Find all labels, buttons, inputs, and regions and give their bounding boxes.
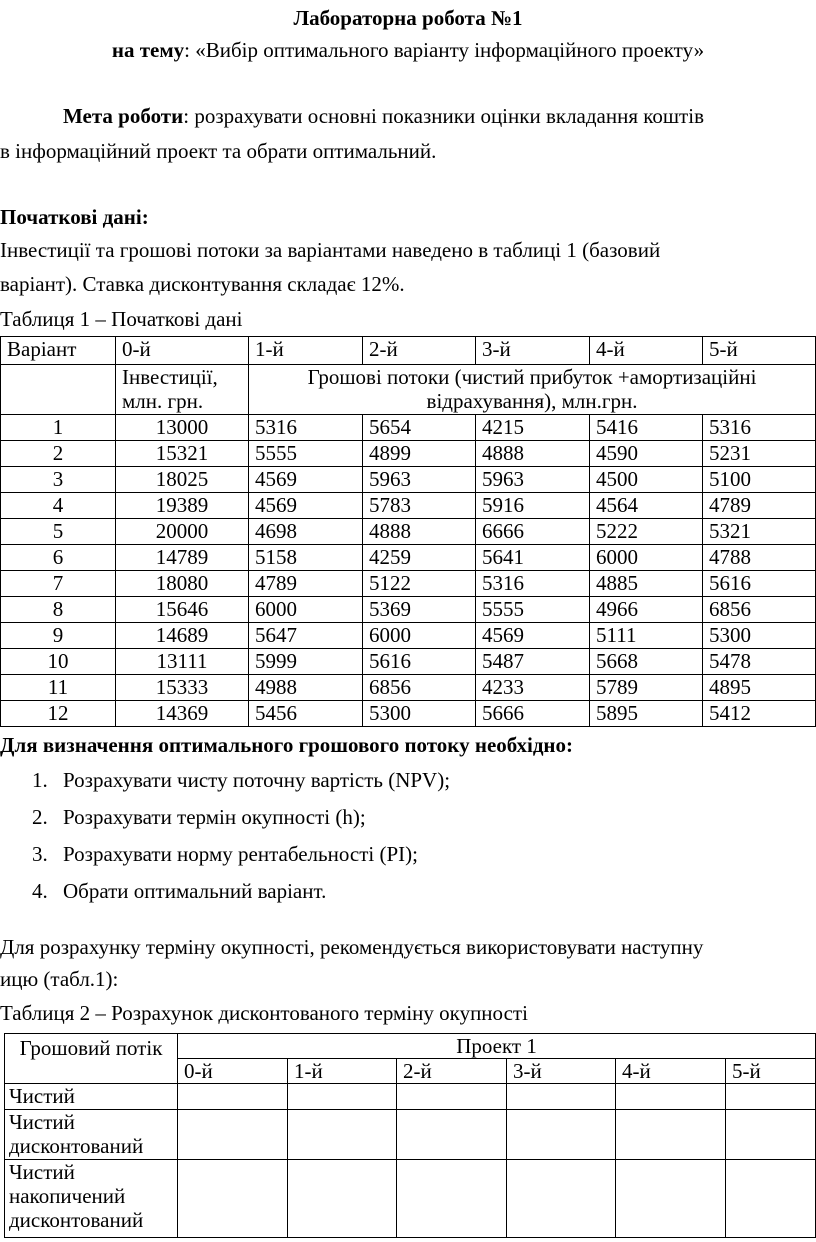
variant-cell: 3 [1, 467, 116, 493]
cash-flow-cell: 4888 [476, 441, 590, 467]
initial-data-line-1: Інвестиції та грошові потоки за варіантами наведено в таблиці 1 (базовий [0, 238, 661, 262]
table2-header-row [5, 1034, 816, 1059]
cash-flow-cell: 4569 [476, 623, 590, 649]
header-period-1: 1-й [249, 337, 363, 365]
table2-cell [178, 1160, 288, 1238]
cash-flow-cell: 5641 [476, 545, 590, 571]
variant-cell: 10 [1, 649, 116, 675]
table2-cell [616, 1084, 726, 1110]
cash-flow-cell: 5654 [363, 415, 476, 441]
goal-line-2: в інформаційний проект та обрати оптимальний. [0, 139, 437, 163]
t2-period-5: 5-й [726, 1059, 816, 1084]
investment-cell: 13000 [116, 415, 249, 441]
header-cash-flows: Грошові потоки (чистий прибуток +амортизаційні відрахування), млн.грн. [249, 365, 816, 415]
cash-flow-cell: 5316 [476, 571, 590, 597]
table2-cell [178, 1110, 288, 1160]
table2-row [5, 1084, 816, 1110]
header-cash-flow: Грошовий потік [5, 1034, 178, 1084]
header-period-4: 4-й [590, 337, 703, 365]
task-item [32, 836, 450, 873]
cash-flow-cell: 4988 [249, 675, 363, 701]
cash-flow-cell: 5487 [476, 649, 590, 675]
cash-flow-cell: 4564 [590, 493, 703, 519]
cash-flow-cell: 4500 [590, 467, 703, 493]
cash-flow-cell: 5647 [249, 623, 363, 649]
cash-flow-cell: 5999 [249, 649, 363, 675]
investment-cell: 15646 [116, 597, 249, 623]
goal-paragraph [63, 104, 704, 129]
task-number: 3. [32, 842, 48, 866]
cash-flow-cell: 6856 [363, 675, 476, 701]
table2-cell [616, 1160, 726, 1238]
table1-row [1, 649, 816, 675]
task-number: 1. [32, 768, 48, 792]
initial-data-line-2: варіант). Ставка дисконтування складає 12%. [0, 272, 405, 296]
investment-cell: 20000 [116, 519, 249, 545]
cash-flow-cell: 5895 [590, 701, 703, 727]
header-variant: Варіант [1, 337, 116, 365]
table1-row [1, 675, 816, 701]
cash-flow-cell: 6666 [476, 519, 590, 545]
t2-period-0: 0-й [178, 1059, 288, 1084]
table2-row [5, 1160, 816, 1238]
table2-cell [397, 1110, 507, 1160]
variant-cell: 12 [1, 701, 116, 727]
task-item [32, 873, 450, 910]
cash-flow-cell: 5369 [363, 597, 476, 623]
investment-cell: 13111 [116, 649, 249, 675]
investment-cell: 18025 [116, 467, 249, 493]
variant-cell: 7 [1, 571, 116, 597]
header-variant-empty [1, 365, 116, 415]
task-item [32, 762, 450, 799]
task-text: Розрахувати норму рентабельності (PI); [63, 842, 418, 866]
cash-flow-cell: 6856 [703, 597, 816, 623]
cash-flow-cell: 4259 [363, 545, 476, 571]
goal-line-1: : розрахувати основні показники оцінки вкладання коштів [183, 104, 704, 128]
table2-cell [507, 1160, 616, 1238]
title-text: Лабораторна робота №1 [293, 6, 523, 30]
cash-flow-cell: 5963 [476, 467, 590, 493]
table1-row [1, 415, 816, 441]
table2-cell [726, 1110, 816, 1160]
table1-row [1, 493, 816, 519]
variant-cell: 4 [1, 493, 116, 519]
cash-flow-cell: 4895 [703, 675, 816, 701]
t2-period-4: 4-й [616, 1059, 726, 1084]
table2-cell [397, 1084, 507, 1110]
cash-flow-cell: 5478 [703, 649, 816, 675]
cash-flow-cell: 5666 [476, 701, 590, 727]
cash-flow-cell: 5158 [249, 545, 363, 571]
table2-cell [726, 1160, 816, 1238]
investment-cell: 15333 [116, 675, 249, 701]
investment-cell: 14369 [116, 701, 249, 727]
table1-row [1, 519, 816, 545]
cash-flow-cell: 5616 [363, 649, 476, 675]
investment-cell: 15321 [116, 441, 249, 467]
cash-flow-cell: 5222 [590, 519, 703, 545]
cash-flow-cell: 5231 [703, 441, 816, 467]
variant-cell: 1 [1, 415, 116, 441]
initial-data-table [0, 336, 816, 727]
table2-caption: Таблиця 2 – Розрахунок дисконтованого терміну окупності [0, 1001, 528, 1025]
table2-cell [397, 1160, 507, 1238]
task-number: 2. [32, 805, 48, 829]
table2-cell [178, 1084, 288, 1110]
cash-flow-cell: 5916 [476, 493, 590, 519]
cash-flow-cell: 4590 [590, 441, 703, 467]
cash-flow-cell: 5456 [249, 701, 363, 727]
recommendation-line-2: ицю (табл.1): [0, 967, 119, 991]
table2-cell [616, 1110, 726, 1160]
cash-flow-cell: 4569 [249, 493, 363, 519]
table1-row [1, 623, 816, 649]
cash-flow-cell: 4966 [590, 597, 703, 623]
task-text: Обрати оптимальний варіант. [63, 879, 327, 903]
table1-row [1, 441, 816, 467]
variant-cell: 11 [1, 675, 116, 701]
cash-flow-cell: 4788 [703, 545, 816, 571]
variant-cell: 6 [1, 545, 116, 571]
cash-flow-cell: 5416 [590, 415, 703, 441]
goal-label: Мета роботи [63, 104, 184, 128]
table1-row [1, 597, 816, 623]
table1-subheader-row [1, 365, 816, 415]
cash-flow-cell: 6000 [249, 597, 363, 623]
table1-header-row [1, 337, 816, 365]
cash-flow-cell: 5963 [363, 467, 476, 493]
cash-flow-cell: 4215 [476, 415, 590, 441]
cash-flow-cell: 4789 [703, 493, 816, 519]
cash-flow-cell: 5316 [249, 415, 363, 441]
table1-body [1, 415, 816, 727]
investment-cell: 14689 [116, 623, 249, 649]
table2-cell [288, 1084, 397, 1110]
header-period-0: 0-й [116, 337, 249, 365]
variant-cell: 5 [1, 519, 116, 545]
task-text: Розрахувати чисту поточну вартість (NPV); [63, 768, 451, 792]
document-topic [0, 38, 816, 63]
investment-cell: 18080 [116, 571, 249, 597]
table2-row [5, 1110, 816, 1160]
initial-data-heading: Початкові дані: [0, 205, 149, 229]
table1-row [1, 545, 816, 571]
table2-cell [288, 1110, 397, 1160]
topic-label: на тему [111, 38, 185, 62]
recommendation-line-1: Для розрахунку терміну окупності, рекомендується використовувати наступну [0, 935, 704, 959]
topic-text: : «Вибір оптимального варіанту інформаційного проекту» [184, 38, 705, 62]
t2-period-3: 3-й [507, 1059, 616, 1084]
table1-caption: Таблиця 1 – Початкові дані [0, 307, 243, 331]
cash-flow-cell: 5555 [476, 597, 590, 623]
tasks-list [32, 762, 450, 910]
cash-flow-cell: 4569 [249, 467, 363, 493]
header-project: Проект 1 [178, 1034, 816, 1059]
row-label-discounted: Чистий дисконтований [5, 1110, 178, 1160]
payback-table [4, 1033, 816, 1238]
cash-flow-cell: 5412 [703, 701, 816, 727]
cash-flow-cell: 5100 [703, 467, 816, 493]
cash-flow-cell: 5111 [590, 623, 703, 649]
variant-cell: 2 [1, 441, 116, 467]
cash-flow-cell: 5316 [703, 415, 816, 441]
variant-cell: 9 [1, 623, 116, 649]
header-period-3: 3-й [476, 337, 590, 365]
table2-cell [288, 1160, 397, 1238]
document-title [0, 6, 816, 31]
cash-flow-cell: 5783 [363, 493, 476, 519]
cash-flow-cell: 4233 [476, 675, 590, 701]
table2-cell [507, 1084, 616, 1110]
cash-flow-cell: 4698 [249, 519, 363, 545]
row-label-net: Чистий [5, 1084, 178, 1110]
cash-flow-cell: 5555 [249, 441, 363, 467]
cash-flow-cell: 5321 [703, 519, 816, 545]
row-label-cumulative: Чистий накопичений дисконтований [5, 1160, 178, 1238]
cash-flow-cell: 6000 [363, 623, 476, 649]
header-period-5: 5-й [703, 337, 816, 365]
table1-row [1, 571, 816, 597]
task-text: Розрахувати термін окупності (h); [63, 805, 366, 829]
cash-flow-cell: 5300 [363, 701, 476, 727]
cash-flow-cell: 5300 [703, 623, 816, 649]
table2-cell [507, 1110, 616, 1160]
tasks-heading: Для визначення оптимального грошового потоку необхідно: [0, 733, 574, 757]
cash-flow-cell: 4899 [363, 441, 476, 467]
cash-flow-cell: 4789 [249, 571, 363, 597]
cash-flow-cell: 5616 [703, 571, 816, 597]
cash-flow-cell: 6000 [590, 545, 703, 571]
table1-row [1, 701, 816, 727]
t2-period-1: 1-й [288, 1059, 397, 1084]
task-item [32, 799, 450, 836]
cash-flow-cell: 5668 [590, 649, 703, 675]
table1-row [1, 467, 816, 493]
cash-flow-cell: 5122 [363, 571, 476, 597]
t2-period-2: 2-й [397, 1059, 507, 1084]
header-period-2: 2-й [363, 337, 476, 365]
cash-flow-cell: 5789 [590, 675, 703, 701]
table2-cell [726, 1084, 816, 1110]
task-number: 4. [32, 879, 48, 903]
variant-cell: 8 [1, 597, 116, 623]
header-investments: Інвестиції, млн. грн. [116, 365, 249, 415]
investment-cell: 19389 [116, 493, 249, 519]
investment-cell: 14789 [116, 545, 249, 571]
cash-flow-cell: 4888 [363, 519, 476, 545]
cash-flow-cell: 4885 [590, 571, 703, 597]
